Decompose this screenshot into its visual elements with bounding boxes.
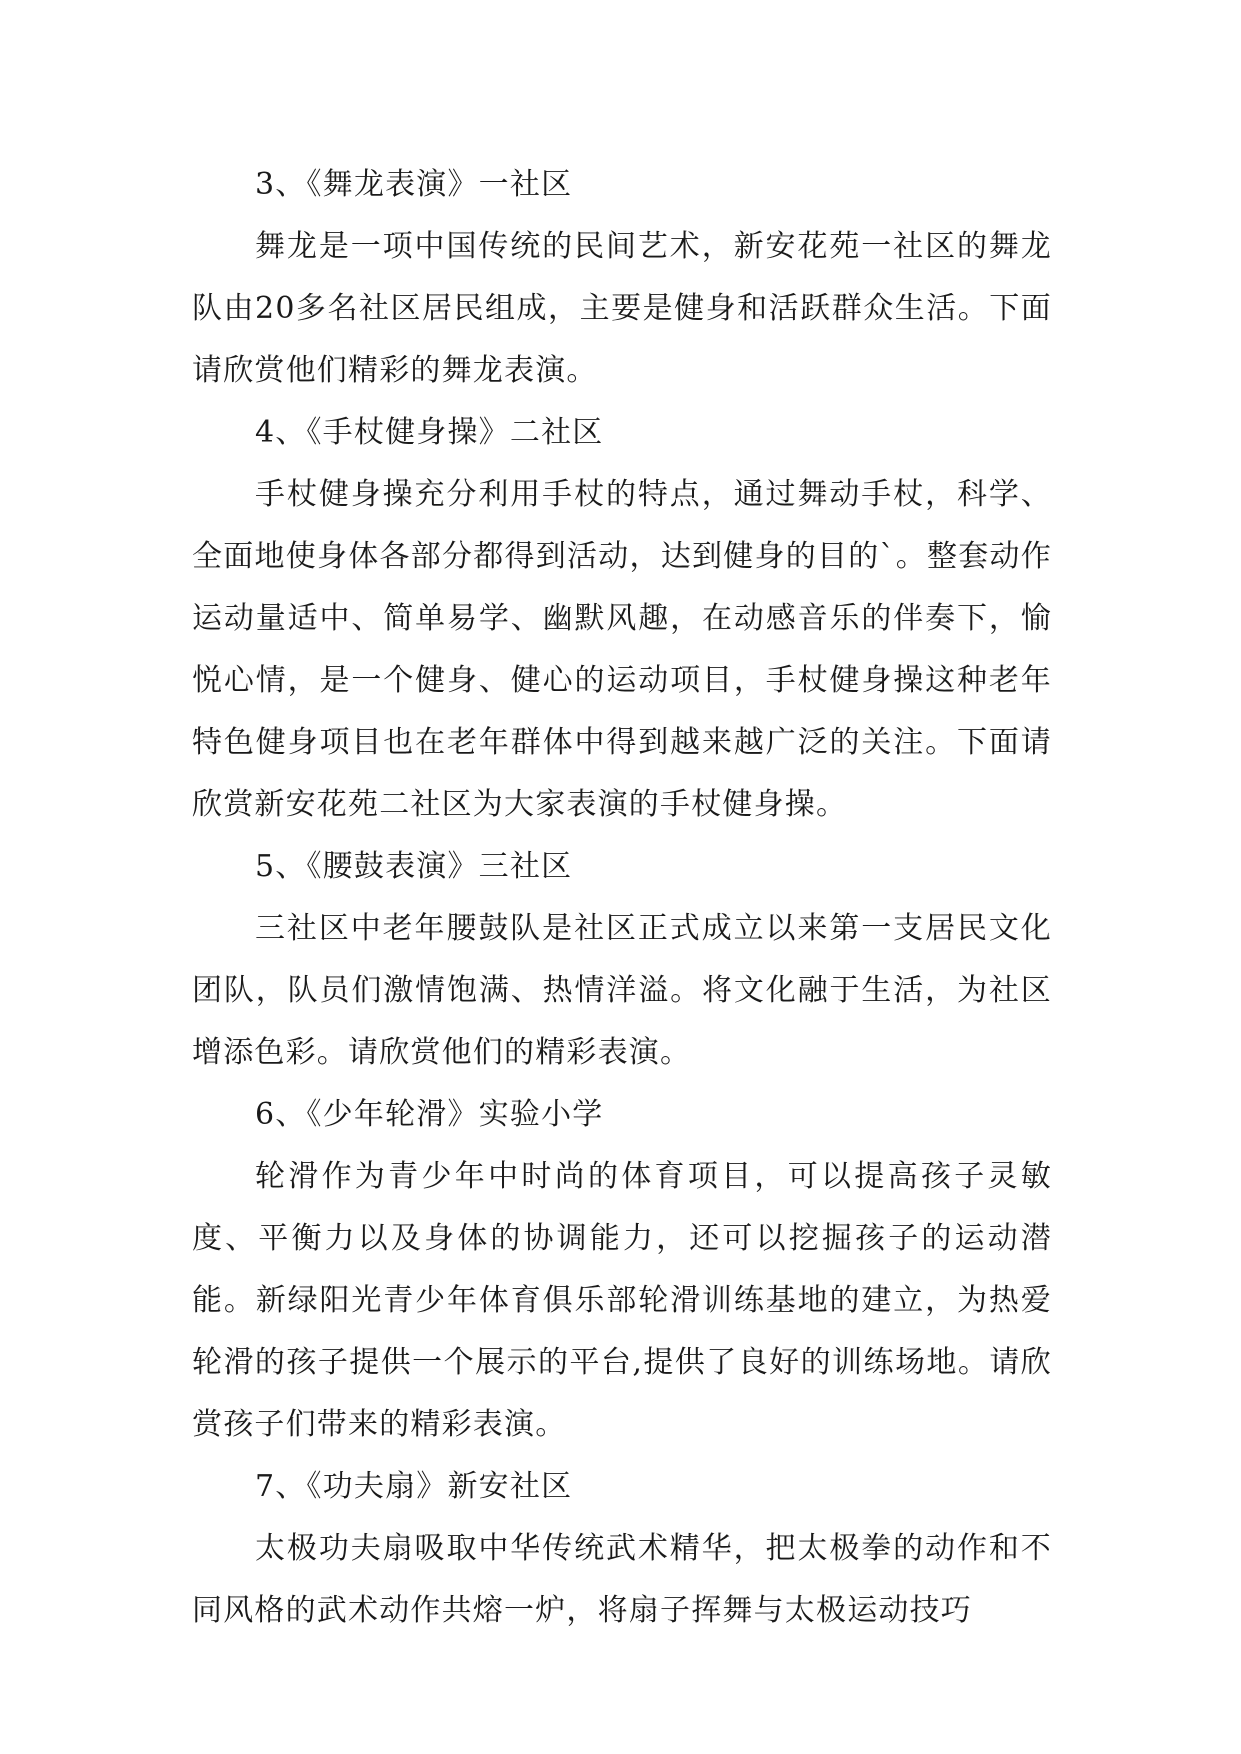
program-description-dragon-dance: 舞龙是一项中国传统的民间艺术，新安花苑一社区的舞龙队由20多名社区居民组成，主要是健身和活跃群众生活。下面请欣赏他们精彩的舞龙表演。 <box>192 229 1052 388</box>
program-description-waist-drum: 三社区中老年腰鼓队是社区正式成立以来第一支居民文化团队，队员们激情饱满、热情洋溢。将文化融于生活，为社区增添色彩。请欣赏他们的精彩表演。 <box>192 911 1052 1070</box>
program-heading-roller-skating: 6、《少年轮滑》实验小学 <box>255 1097 604 1132</box>
program-description-kungfu-fan: 太极功夫扇吸取中华传统武术精华，把太极拳的动作和不同风格的武术动作共熔一炉，将扇子挥舞与太极运动技巧 <box>192 1531 1052 1628</box>
program-heading-dragon-dance: 3、《舞龙表演》一社区 <box>255 167 573 202</box>
program-heading-kungfu-fan: 7、《功夫扇》新安社区 <box>255 1469 573 1504</box>
document-body <box>192 154 1052 1642</box>
program-description-cane-exercise: 手杖健身操充分利用手杖的特点，通过舞动手杖，科学、全面地使身体各部分都得到活动，达到健身的目的`。整套动作运动量适中、简单易学、幽默风趣，在动感音乐的伴奏下，愉悦心情，是一个健身、健心的运动项目，手杖健身操这种老年特色健身项目也在老年群体中得到越来越广泛的关注。下面请欣赏新安花苑二社区为大家表演的手杖健身操。 <box>192 477 1052 822</box>
program-heading-waist-drum: 5、《腰鼓表演》三社区 <box>255 849 573 884</box>
program-heading-cane-exercise: 4、《手杖健身操》二社区 <box>255 415 604 450</box>
program-description-roller-skating: 轮滑作为青少年中时尚的体育项目，可以提高孩子灵敏度、平衡力以及身体的协调能力，还可以挖掘孩子的运动潜能。新绿阳光青少年体育俱乐部轮滑训练基地的建立，为热爱轮滑的孩子提供一个展示的平台,提供了良好的训练场地。请欣赏孩子们带来的精彩表演。 <box>192 1159 1052 1442</box>
